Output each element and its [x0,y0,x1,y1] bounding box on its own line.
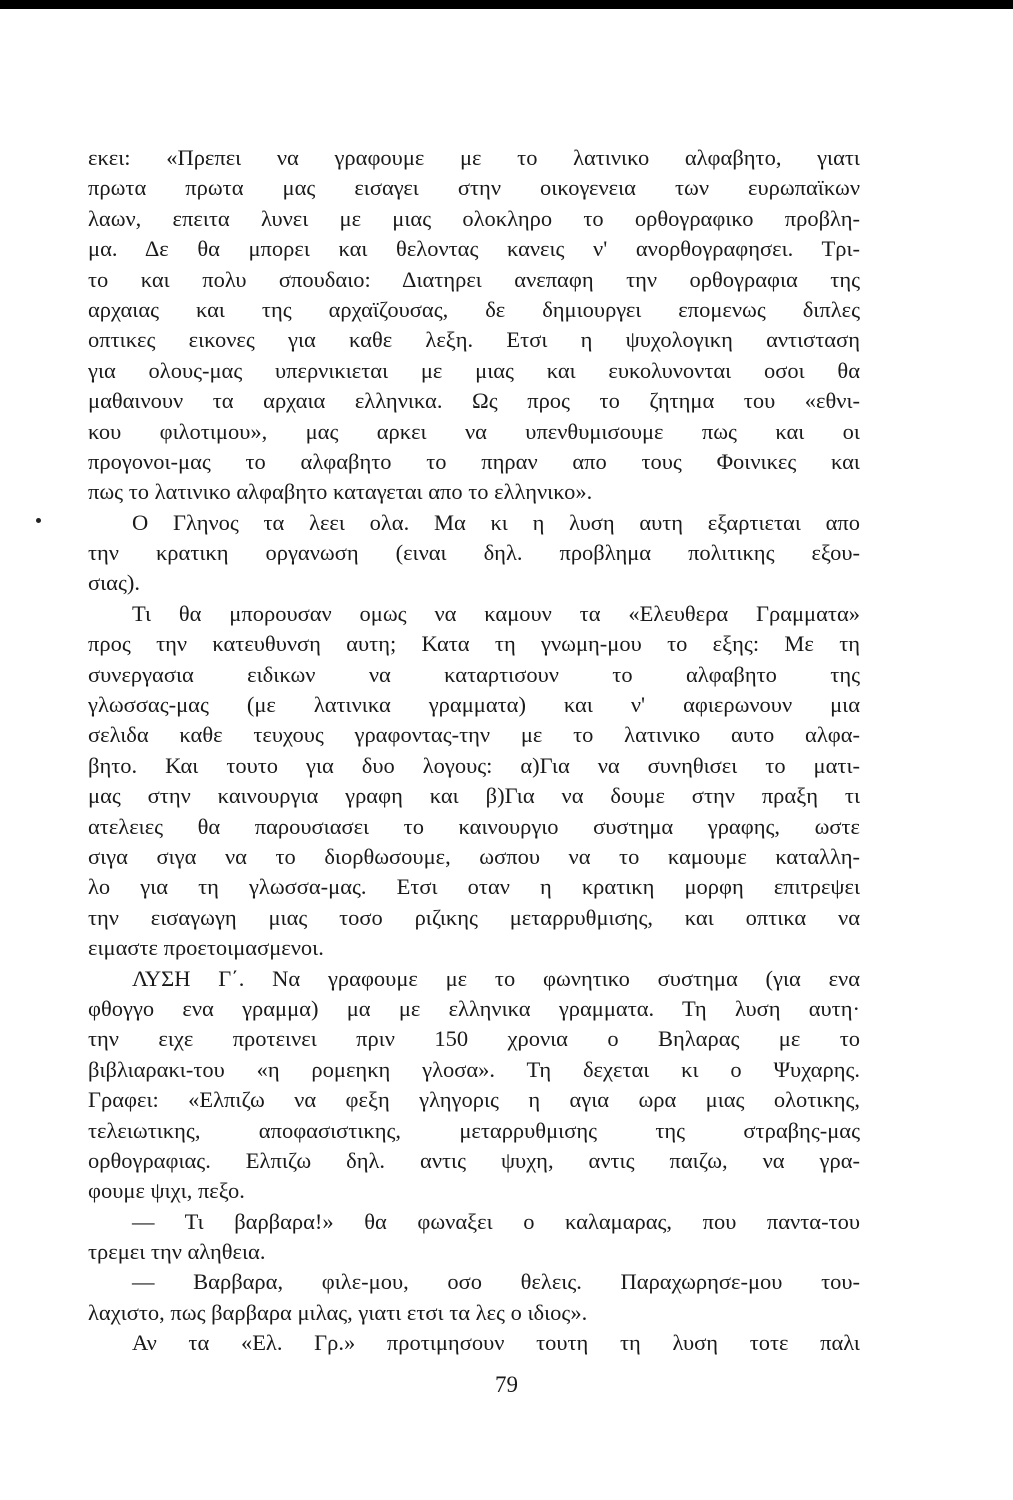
text-line: φθογγο ενα γραμμα) μα με ελληνικα γραμματα. Τη λυση αυτη· [88,995,860,1021]
text-line: προς την κατευθυνση αυτη; Κατα τη γνωμη-μου το εξης: Με τη [88,631,860,657]
text-line: Τι θα μπορουσαν ομως να καμουν τα «Ελευθερα Γραμματα» [132,600,860,626]
text-line: μας στην καινουργια γραφη και β)Για να δουμε στην πραξη τι [88,783,860,809]
text-line: γλωσσας-μας (με λατινικα γραμματα) και ν' αφιερωνουν μια [88,692,860,718]
text-line: την εισαγωγη μιας τοσο ριζικης μεταρρυθμισης, και οπτικα να [88,904,860,930]
text-line: μα. Δε θα μπορει και θελοντας κανεις ν' ανορθογραφησει. Τρι- [88,236,860,262]
text-line: ΛΥΣΗ Γ΄. Να γραφουμε με το φωνητικο συστημα (για ενα [132,965,860,991]
text-line: λο για τη γλωσσα-μας. Ετσι οταν η κρατικη μορφη επιτρεψει [88,874,860,900]
margin-mark [36,518,41,523]
text-line: σελιδα καθε τευχους γραφοντας-την με το λατινικο αυτο αλφα- [88,722,860,748]
text-line: Γραφει: «Ελπιζω να φεξη γληγορις η αγια ωρα μιας ολοτικης, [88,1087,860,1113]
text-line: τρεμει την αληθεια. [88,1239,266,1265]
scan-top-border [0,0,1013,9]
text-line: ειμαστε προετοιμασμενοι. [88,935,324,961]
text-line: βιβλιαρακι-του «η ρομεηκη γλοσα». Τη δεχεται κι ο Ψυχαρης. [88,1056,860,1082]
text-line: φουμε ψιχι, πεξο. [88,1178,245,1204]
text-line: — Τι βαρβαρα!» θα φωναξει ο καλαμαρας, που παντα-του [132,1208,860,1234]
text-line: Αν τα «Ελ. Γρ.» προτιμησουν τουτη τη λυση τοτε παλι [132,1330,860,1356]
text-line: κου φιλοτιμου», μας αρκει να υπενθυμισουμε πως και οι [88,418,860,444]
page-number: 79 [495,1372,518,1397]
text-line: πως το λατινικο αλφαβητο καταγεται απο το ελληνικο». [88,479,593,505]
text-line: οπτικες εικονες για καθε λεξη. Ετσι η ψυχολογικη αντισταση [88,327,860,353]
text-line: — Βαρβαρα, φιλε-μου, οσο θελεις. Παραχωρησε-μου του- [132,1269,860,1295]
text-line: συνεργασια ειδικων να καταρτισουν το αλφαβητο της [88,661,860,687]
text-line: το και πολυ σπουδαιο: Διατηρει ανεπαφη την ορθογραφια της [88,266,860,292]
text-line: τελειωτικης, αποφασιστικης, μεταρρυθμισης της στραβης-μας [88,1117,860,1143]
text-line: λαχιστο, πως βαρβαρα μιλας, γιατι ετσι τα λες ο ιδιος». [88,1299,588,1325]
text-line: Ο Γληνος τα λεει ολα. Μα κι η λυση αυτη εξαρτιεται απο [132,509,860,535]
text-line: σιγα σιγα να το διορθωσουμε, ωσπου να το καμουμε καταλλη- [88,843,860,869]
text-line: εκει: «Πρεπει να γραφουμε με το λατινικο αλφαβητο, γιατι [88,145,860,170]
text-line: για ολους-μας υπερνικιεται με μιας και ευκολυνονται οσοι θα [88,357,860,383]
text-line: λαων, επειτα λυνει με μιας ολοκληρο το ορθογραφικο προβλη- [88,205,860,231]
text-line: μαθαινουν τα αρχαια ελληνικα. Ως προς το ζητημα του «εθνι- [88,388,860,414]
text-line: αρχαιας και της αρχαϊζουσας, δε δημιουργει επομενως διπλες [88,296,860,322]
text-line: σιας). [88,570,140,596]
text-line: την κρατικη οργανωση (ειναι δηλ. προβλημα πολιτικης εξου- [88,540,860,566]
text-line: πρωτα πρωτα μας εισαγει στην οικογενεια των ευρωπαϊκων [88,175,860,201]
text-line: την ειχε προτεινει πριν 150 χρονια ο Βηλαρας με το [88,1026,860,1052]
text-line: ορθογραφιας. Ελπιζω δηλ. αντις ψυχη, αντις παιζω, να γρα- [88,1147,860,1173]
body-text [88,143,860,1359]
text-line: προγονοι-μας το αλφαβητο το πηραν απο τους Φοινικες και [88,448,860,474]
text-line: βητο. Και τουτο για δυο λογους: α)Για να συνηθισει το ματι- [88,752,860,778]
text-line: ατελειες θα παρουσιασει το καινουργιο συστημα γραφης, ωστε [88,813,860,839]
